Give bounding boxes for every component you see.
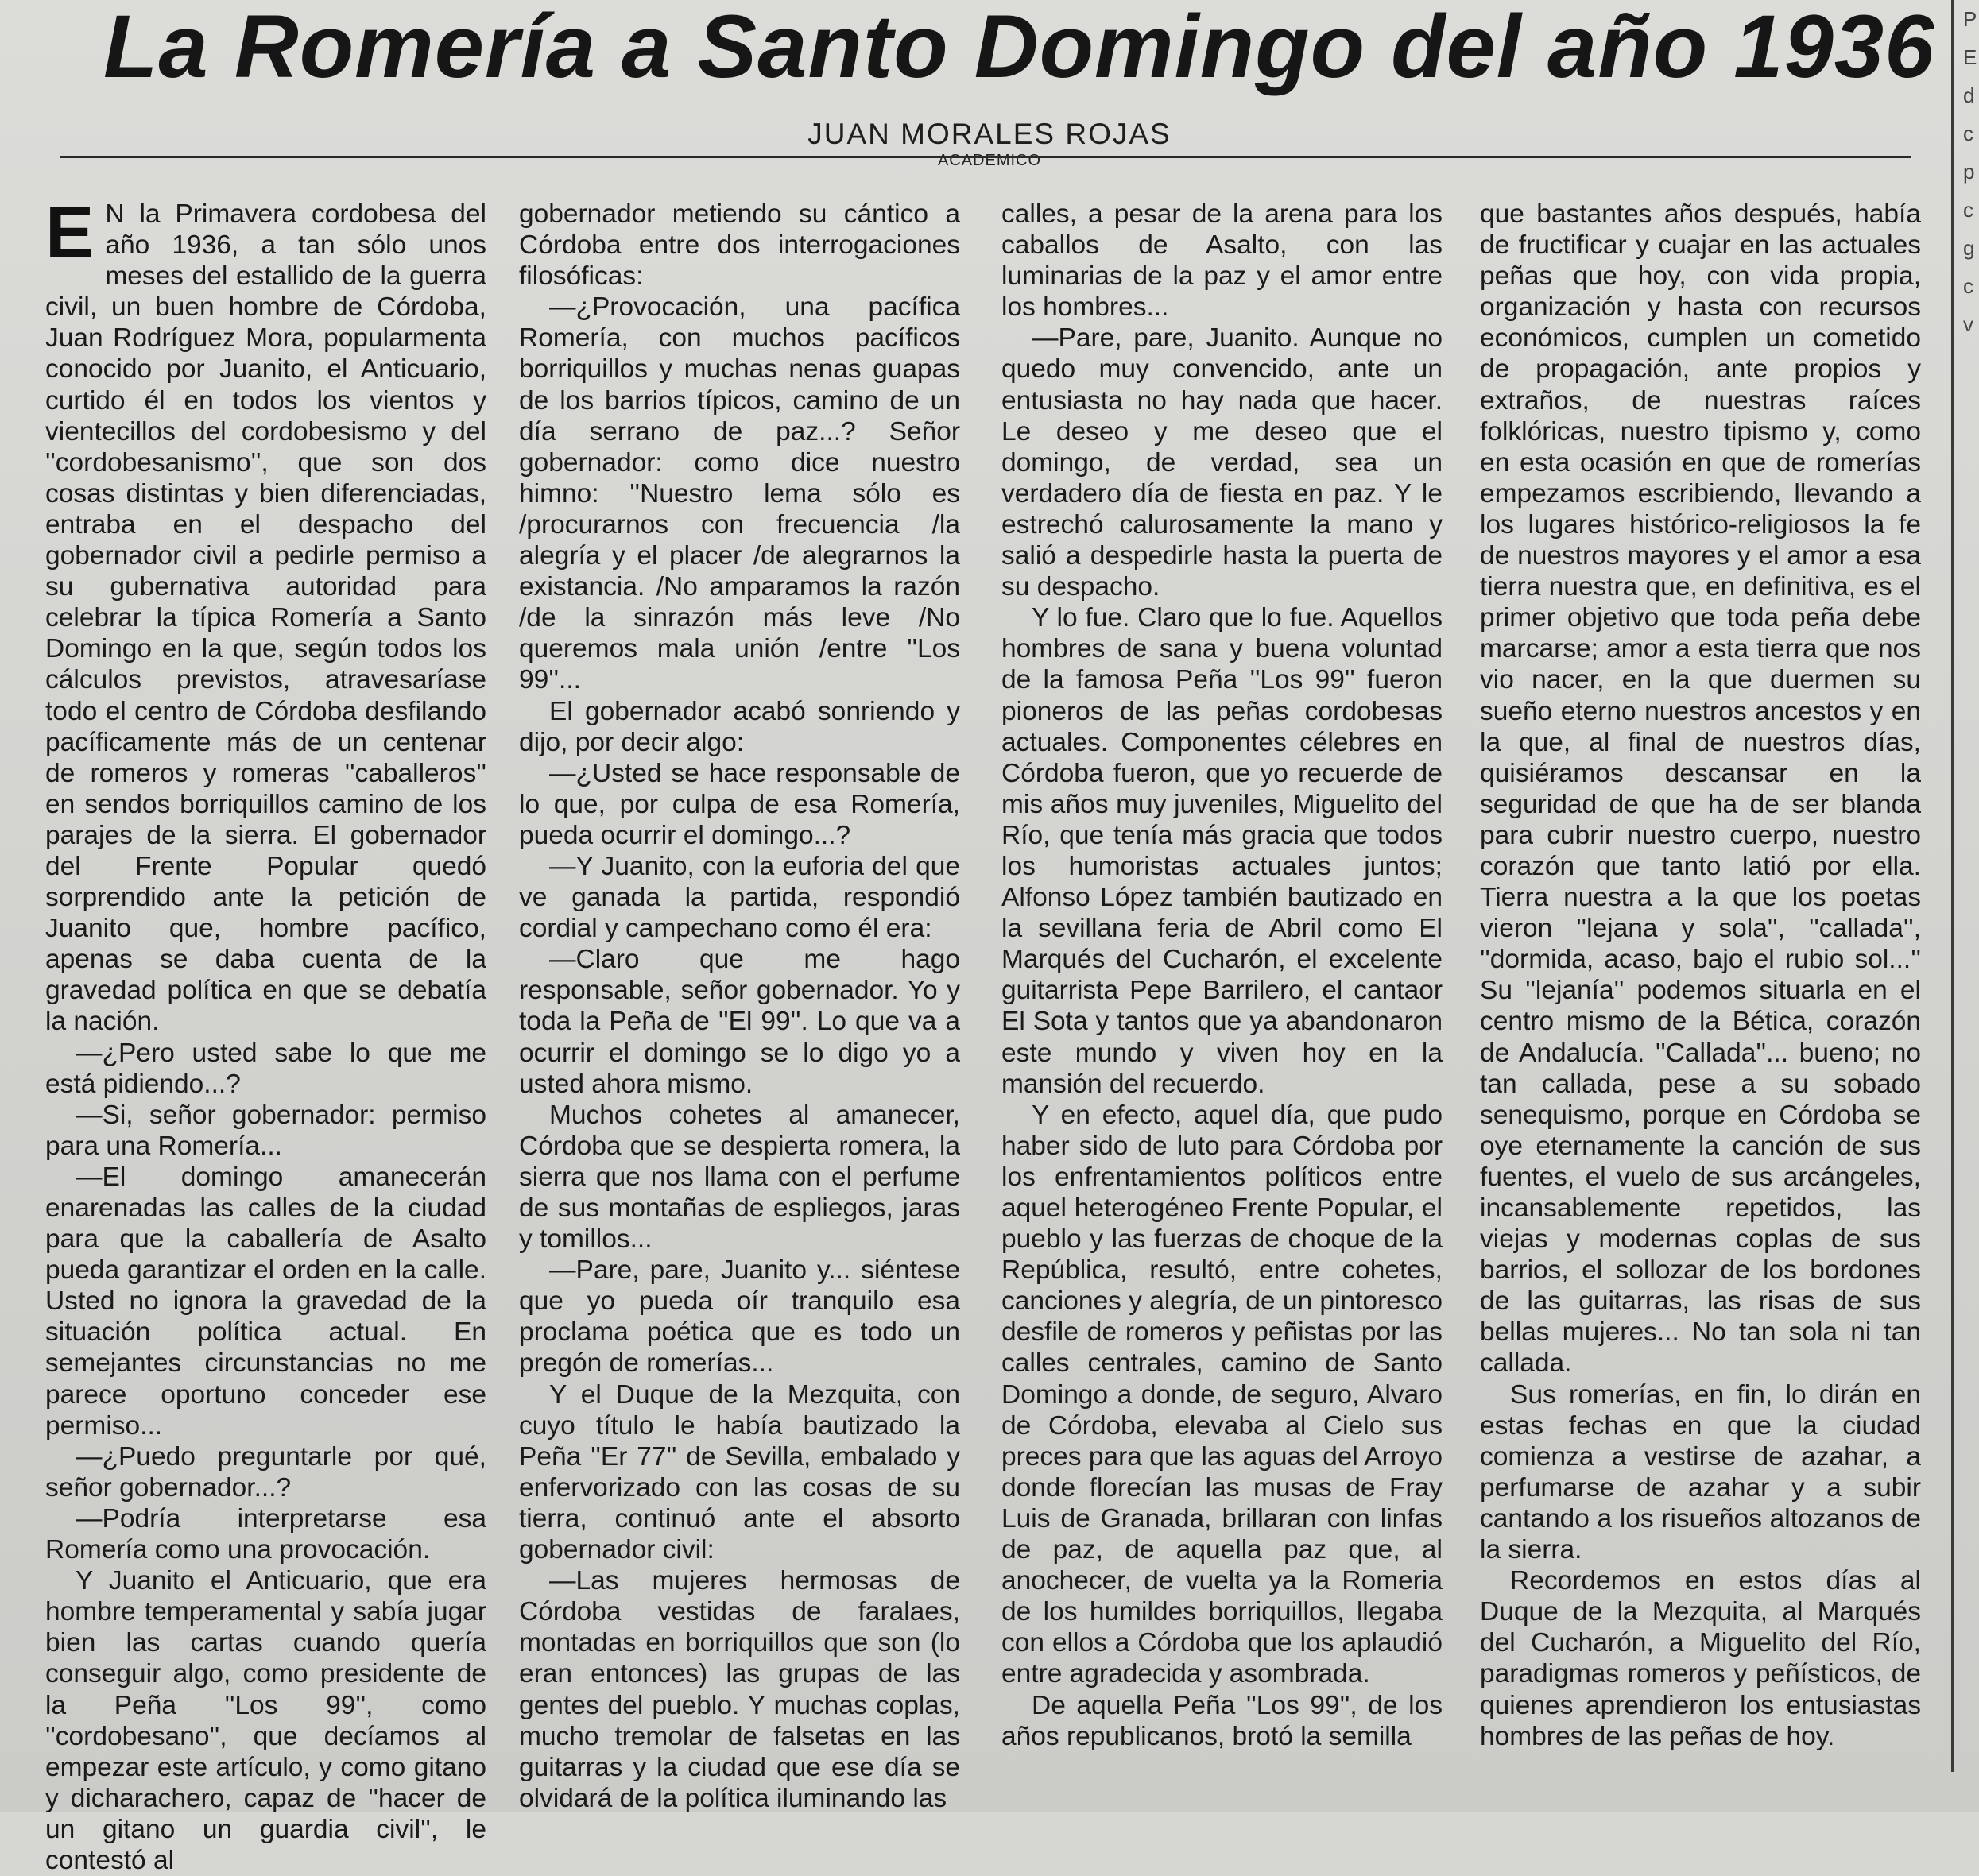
article-column-3 [1001,199,1443,1752]
paragraph: Y en efecto, aquel día, que pudo haber sido de luto para Córdoba por los enfrentamientos políticos entre aquel heterogéneo Frente Popular, el pueblo y las fuerzas de choque de la República, resultó, entre cohetes, canciones y alegría, de un pintoresco desfile de romeros y peñistas por las calles centrales, camino de Santo Domingo a donde, de seguro, Alvaro de Córdoba, elevaba al Cielo sus preces para que las aguas del Arroyo donde florecían las musas de Fray Luis de Granada, brillaran con linfas de paz, de aquella paz que, al anochecer, de vuelta ya la Romeria de los humildes borriquillos, llegaba con ellos a Córdoba que los aplaudió entre agradecida y asombrada. [1001,1100,1443,1689]
adjacent-column-letters: P E d c p c g c v [1963,7,1977,336]
paragraph: —¿Puedo preguntarle por qué, señor gobernador...? [45,1441,486,1503]
author-name: JUAN MORALES ROJAS [807,118,1172,150]
paragraph: Y el Duque de la Mezquita, con cuyo título le había bautizado la Peña ''Er 77'' de Sevilla, embalado y enfervorizado con las cosas de su tierra, continuó ante el absorto gobernador civil: [519,1379,960,1565]
paragraph: —Si, señor gobernador: permiso para una Romería... [45,1100,486,1161]
paragraph: —Las mujeres hermosas de Córdoba vestidas de faralaes, montadas en borriquillos que son (lo eran entonces) las grupas de las gentes del pueblo. Y muchas coplas, mucho tremolar de falsetas en las guitarras y la ciudad que ese día se olvidará de la política iluminando las [519,1566,960,1813]
paragraph: —Pare, pare, Juanito. Aunque no quedo muy convencido, ante un entusiasta no hay nada que hacer. Le deseo y me deseo que el domingo, de verdad, sea un verdadero día de fiesta en paz. Y le estrechó calurosamente la mano y salió a despedirle hasta la puerta de su despacho. [1001,323,1443,602]
paragraph: De aquella Peña ''Los 99'', de los años republicanos, brotó la semilla [1001,1690,1443,1751]
paragraph: Y Juanito el Anticuario, que era hombre temperamental y sabía jugar bien las cartas cuando quería conseguir algo, como presidente de la Peña ''Los 99'', como ''cordobesano'', que decíamos al empezar este artículo, y como gitano y dicharachero, capaz de ''hacer de un gitano un guardia civil'', le contestó al [45,1566,486,1875]
paragraph-text: N la Primavera cordobesa del año 1936, a tan sólo unos meses del estallido de la guerra civil, un buen hombre de Córdoba, Juan Rodríguez Mora, popularmenta conocido por Juanito, el Anticuario, curtido él en todos los vientos y vientecillos del cordobesismo y del ''cordobesanismo'', que son dos cosas distintas y bien diferenciadas, entraba en el despacho del gobernador civil a pedirle permiso a su gubernativa autoridad para celebrar la típica Romería a Santo Domingo en la que, según todos los cálculos previstos, atravesaríase todo el centro de Córdoba desfilando pacíficamente más de un centenar de romeros y romeras ''caballeros'' en sendos borriquillos camino de los parajes de la sierra. El gobernador del Frente Popular quedó sorprendido ante la petición de Juanito que, hombre pacífico, apenas se daba cuenta de la gravedad política en que se debatía la nación. [45,199,486,1037]
article-headline: La Romería a Santo Domingo del año 1936 [103,0,1935,96]
adjacent-column-text [1963,0,1979,343]
paragraph: —Y Juanito, con la euforia del que ve ganada la partida, respondió cordial y campechano como él era: [519,851,960,944]
paragraph: —¿Pero usted sabe lo que me está pidiendo...? [45,1038,486,1099]
paragraph: —¿Usted se hace responsable de lo que, por culpa de esa Romería, pueda ocurrir el domingo...? [519,758,960,850]
paragraph: —Podría interpretarse esa Romería como una provocación. [45,1503,486,1565]
byline [0,118,1979,170]
article-column-4 [1480,199,1921,1752]
author-role: ACADEMICO [937,152,1042,169]
paragraph: que bastantes años después, había de fructificar y cuajar en las actuales peñas que hoy, con vida propia, organización y hasta con recursos económicos, cumplen un cometido de propagación, ante propios y extraños, de nuestras raíces folklóricas, nuestro tipismo y, como en esta ocasión en que de romerías empezamos escribiendo, llevando a los lugares histórico-religiosos la fe de nuestros mayores y el amor a esa tierra nuestra que, en definitiva, es el primer objetivo que toda peña debe marcarse; amor a esta tierra que nos vio nacer, en la que duermen su sueño eterno nuestros ancestos y en la que, al final de nuestros días, quisiéramos descansar en la seguridad de que ha de ser blanda para cubrir nuestro cuerpo, nuestro corazón que tanto latió por ella. Tierra nuestra a la que los poetas vieron ''lejana y sola'', ''callada'', ''dormida, acaso, bajo el rubio sol...'' Su ''lejanía'' podemos situarla en el centro mismo de la Bética, corazón de Andalucía. ''Callada''... bueno; no tan callada, pese a su sobado senequismo, porque en Córdoba se oye eternamente la canción de sus fuentes, el vuelo de sus arcángeles, incansablemente repetidos, las viejas y modernas coplas de sus barrios, el sollozar de los bordones de las guitarras, las risas de sus bellas mujeres... No tan sola ni tan callada. [1480,199,1921,1379]
paragraph: Muchos cohetes al amanecer, Córdoba que se despierta romera, la sierra que nos llama con el perfume de sus montañas de espliegos, jaras y tomillos... [519,1100,960,1255]
paragraph: El gobernador acabó sonriendo y dijo, por decir algo: [519,696,960,757]
article-column-1 [45,192,486,1876]
article-column-2 [519,199,960,1814]
paragraph: —Pare, pare, Juanito y... siéntese que yo pueda oír tranquilo esa proclama poética que es todo un pregón de romerías... [519,1255,960,1379]
paragraph: calles, a pesar de la arena para los caballos de Asalto, con las luminarias de la paz y el amor entre los hombres... [1001,199,1443,323]
paragraph: —Claro que me hago responsable, señor gobernador. Yo y toda la Peña de ''El 99''. Lo que va a ocurrir el domingo se lo digo yo a usted ahora mismo. [519,945,960,1099]
drop-cap: E [45,192,95,273]
paragraph: —¿Provocación, una pacífica Romería, con muchos pacíficos borriquillos y muchas nenas guapas de los barrios típicos, camino de un día serrano de paz...? Señor gobernador: como dice nuestro himno: ''Nuestro lema sólo es /procurarnos con frecuencia /la alegría y el placer /de alegrarnos la existancia. /No amparamos la razón /de la sinrazón más leve /No queremos mala unión /entre ''Los 99''... [519,292,960,695]
paragraph: Y lo fue. Claro que lo fue. Aquellos hombres de sana y buena voluntad de la famosa Peña ''Los 99'' fueron pioneros de las peñas cordobesas actuales. Componentes célebres en Córdoba fueron, que yo recuerde de mis años muy juveniles, Miguelito del Río, que tenía más gracia que todos los humoristas actuales juntos; Alfonso López también bautizado en la sevillana feria de Abril como El Marqués del Cucharón, el excelente guitarrista Pepe Barrilero, el cantaor El Sota y tantos que ya abandonaron este mundo y viven hoy en la mansión del recuerdo. [1001,603,1443,1099]
header-rule [60,156,1911,158]
paragraph: gobernador metiendo su cántico a Córdoba entre dos interrogaciones filosóficas: [519,199,960,292]
paragraph [45,192,486,1038]
paragraph: Sus romerías, en fin, lo dirán en estas fechas en que la ciudad comienza a vestirse de azahar, a perfumarse de azahar y a subir cantando a los risueños altozanos de la sierra. [1480,1379,1921,1565]
paragraph: —El domingo amanecerán enarenadas las calles de la ciudad para que la caballería de Asalto pueda garantizar el orden en la calle. Usted no ignora la gravedad de la situación política actual. En semejantes circunstancias no me parece oportuno conceder ese permiso... [45,1162,486,1441]
adjacent-column-rule [1951,0,1954,1772]
paragraph: Recordemos en estos días al Duque de la Mezquita, al Marqués del Cucharón, a Miguelito del Río, paradigmas romeros y peñísticos, de quienes aprendieron los entusiastas hombres de las peñas de hoy. [1480,1566,1921,1751]
